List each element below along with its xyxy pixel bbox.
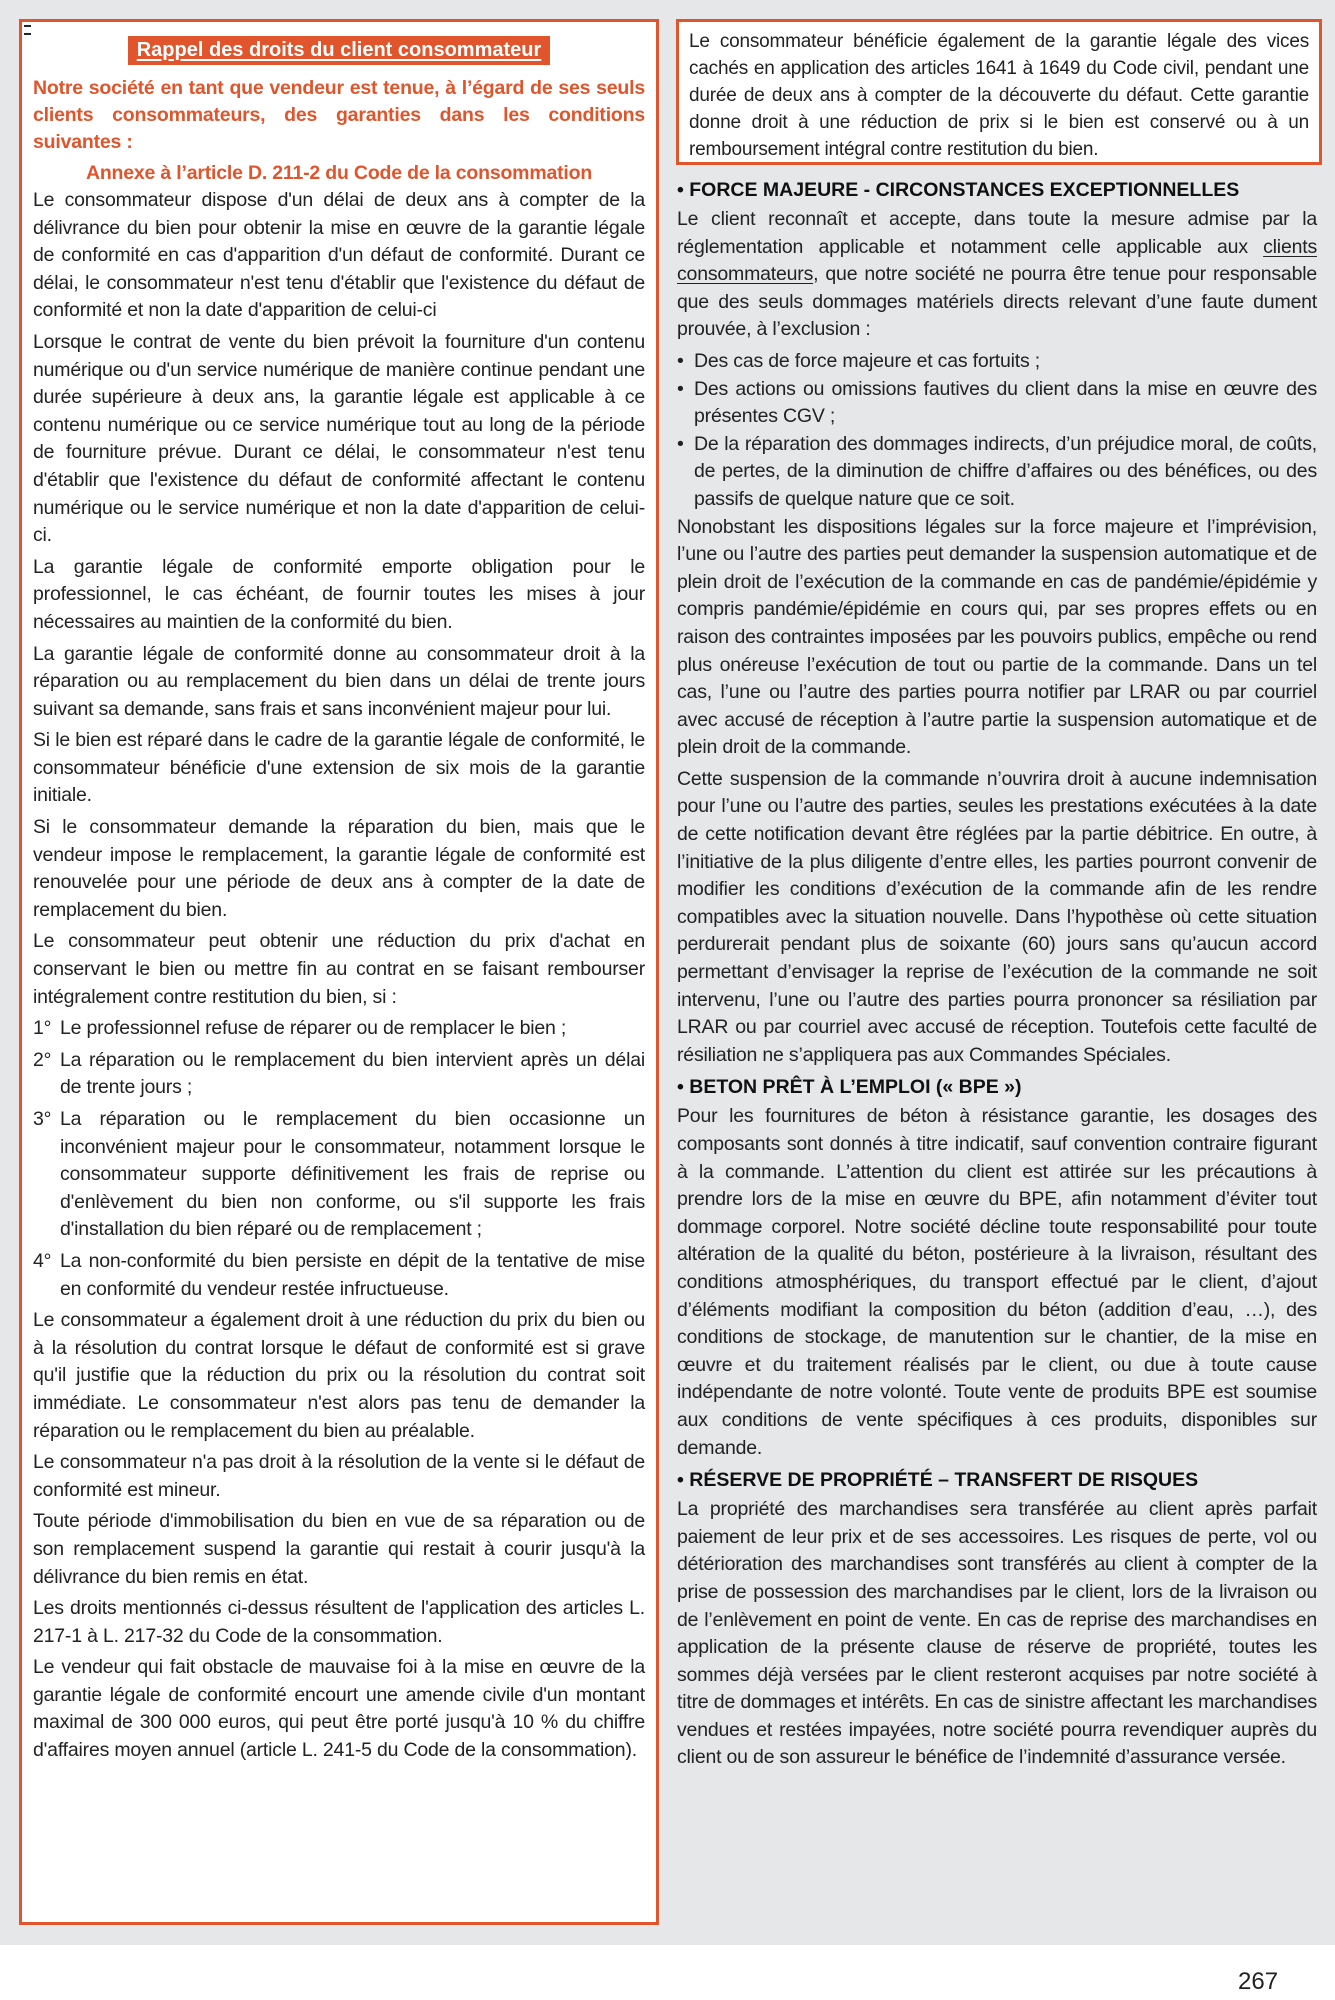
reserve-heading: • RÉSERVE DE PROPRIÉTÉ – TRANSFERT DE RISQUES [677, 1469, 1199, 1492]
paragraph: Les droits mentionnés ci-dessus résultent de l'application des articles L. 217-1 à L. 217-32 du Code de la consommation. [33, 1597, 645, 1647]
paragraph: Le consommateur a également droit à une réduction du prix du bien ou à la résolution du contrat lorsque le défaut de conformité est si grave qu'il justifie que la réduction du prix ou la résolution du contrat soit immédiate. Le consommateur n'est alors pas tenu de demander la réparation ou le remplacement du bien au préalable. [33, 1309, 645, 1442]
paragraph: Cette suspension de la commande n’ouvrira droit à aucune indemnisation pour l’une ou l’autre des parties, seules les prestations exécutées à la date de cette notification devant être réglées par la partie débitrice. En outre, à l’initiative de la plus diligente d’entre elles, les parties pourront convenir de modifier les conditions d’exécution de la commande afin de les rendre compatibles avec la situation nouvelle. Dans l’hypothèse où cette situation perdurerait pendant plus de soixante (60) jours sans qu’aucun accord permettant d’envisager la reprise de l’exécution de la commande ne soit intervenu, l’une ou l’autre des parties pourra prononcer sa résiliation par LRAR ou par courriel avec accusé de réception. Toutefois cette faculté de résiliation ne s’appliquera pas aux Commandes Spéciales. [677, 767, 1317, 1066]
force-majeure-heading: • FORCE MAJEURE - CIRCONSTANCES EXCEPTIONNELLES [677, 179, 1240, 201]
item-text: La non-conformité du bien persiste en dépit de la tentative de mise en conformité du vendeur restée infructueuse. [60, 1249, 645, 1300]
numbered-item [33, 1015, 645, 1043]
numbered-item [33, 1106, 645, 1244]
bullet-text: Des actions ou omissions fautives du client dans la mise en œuvre des présentes CGV ; [694, 377, 1317, 428]
bullet-item [677, 431, 1317, 514]
item-text: La réparation ou le remplacement du bien occasionne un inconvénient majeur pour le consommateur, notamment lorsque le consommateur supporte définitivement les frais de reprise ou d'enlèvement du bien non conforme, ou s'il supporte les frais d'installation du bien réparé ou de remplacement ; [60, 1108, 645, 1241]
bullet-icon: • [677, 377, 684, 400]
bullet-text: Des cas de force majeure et cas fortuits ; [694, 349, 1040, 372]
paragraph: Le vendeur qui fait obstacle de mauvaise foi à la mise en œuvre de la garantie légale de conformité encourt une amende civile d'un montant maximal de 300 000 euros, qui peut être porté jusqu'à 10 % du chiffre d'affaires moyen annuel (article L. 241-5 du Code de la consommation). [33, 1656, 645, 1762]
paragraph: Nonobstant les dispositions légales sur la force majeure et l’imprévision, l’une ou l’autre des parties peut demander la suspension automatique et de plein droit de l’exécution de la commande en cas de pandémie/épidémie y compris pandémie/épidémie en cours qui, par ses propres effets ou en raison des contraintes imposées par les pouvoirs publics, empêche ou rend plus onéreuse l’exécution de tout ou partie de la commande. Dans un tel cas, l’une ou l’autre des parties pourra notifier par LRAR ou par courriel avec accusé de réception à l’autre partie la suspension automatique et de plein droit de la commande. [677, 515, 1317, 759]
numbered-item [33, 1248, 645, 1303]
consumer-rights-box [19, 19, 659, 1925]
item-text: La réparation ou le remplacement du bien intervient après un délai de trente jours ; [60, 1048, 645, 1099]
item-text: Le professionnel refuse de réparer ou de remplacer le bien ; [60, 1017, 567, 1040]
bullet-item [677, 348, 1317, 376]
menu-marker-icon [24, 25, 31, 35]
paragraph: La propriété des marchandises sera transférée au client après parfait paiement de leur prix et de ses accessoires. Les risques de perte, vol ou détérioration des marchandises sont transférés au client à compter de la prise de possession des marchandises par le client, lors de la livraison ou de l’enlèvement en point de vente. En cas de reprise des marchandises en application de la présente clause de réserve de propriété, toutes les sommes déjà versées par le client resteront acquises par notre société à titre de dommages et intérêts. En cas de sinistre affectant les marchandises vendues et restées impayées, notre société pourra revendiquer auprès du client ou de son assureur le bénéfice de l’indemnité d’assurance versée. [677, 1498, 1317, 1769]
paragraph: La garantie légale de conformité donne au consommateur droit à la réparation ou au remplacement du bien dans un délai de trente jours suivant sa demande, sans frais et sans inconvénient majeur pour lui. [33, 642, 645, 720]
intro-text: Notre société en tant que vendeur est tenue, à l’égard de ses seuls clients consommateurs, des garanties dans les conditions suivantes : [33, 77, 645, 153]
text-span: Le client reconnaît et accepte, dans toute la mesure admise par la réglementation applicable et notamment celle applicable aux [677, 208, 1317, 258]
item-number: 1° [33, 1017, 52, 1040]
bullet-text: De la réparation des dommages indirects, d’un préjudice moral, de coûts, de pertes, de la diminution de chiffre d’affaires ou des bénéfices, ou des passifs de quelque nature que ce soit. [694, 432, 1317, 510]
paragraph: Le consommateur dispose d'un délai de deux ans à compter de la délivrance du bien pour obtenir la mise en œuvre de la garantie légale de conformité en cas d'apparition d'un défaut de conformité. Durant ce délai, le consommateur n'est tenu d'établir que l'existence du défaut de conformité et non la date d'apparition de celui-ci [33, 189, 645, 322]
hidden-defects-text: Le consommateur bénéficie également de la garantie légale des vices cachés en application des articles 1641 à 1649 du Code civil, pendant une durée de deux ans à compter de la découverte du défaut. Cette garantie donne droit à une réduction de prix si le bien est conservé ou à un remboursement intégral contre restitution du bien. [689, 31, 1309, 160]
bpe-heading: • BETON PRÊT À L’EMPLOI (« BPE ») [677, 1076, 1022, 1099]
annexe-heading: Annexe à l’article D. 211-2 du Code de la consommation [85, 162, 593, 184]
paragraph: Le consommateur peut obtenir une réduction du prix d'achat en conservant le bien ou mettre fin au contrat en se faisant rembourser intégralement contre restitution du bien, si : [33, 930, 645, 1008]
paragraph: Lorsque le contrat de vente du bien prévoit la fourniture d'un contenu numérique ou d'un service numérique de manière continue pendant une durée supérieure à deux ans, la garantie légale est applicable à ce contenu numérique ou ce service numérique tout au long de la période de fourniture prévue. Durant ce délai, le consommateur n'est tenu d'établir que l'existence du défaut de conformité affectant le contenu numérique ou le service numérique et non la date d'apparition de celui-ci. [33, 330, 645, 547]
numbered-item [33, 1047, 645, 1102]
bullet-icon: • [677, 349, 684, 372]
bullet-item [677, 376, 1317, 431]
hidden-defects-box [676, 19, 1322, 165]
paragraph: Pour les fournitures de béton à résistance garantie, les dosages des composants sont donnés à titre indicatif, sauf convention contraire figurant à la commande. L’attention du client est attirée sur les précautions à prendre lors de la mise en œuvre du BPE, afin notamment d’éviter tout dommage corporel. Notre société décline toute responsabilité pour toute altération de la qualité du béton, postérieure à la livraison, résultant des conditions atmosphériques, du transport effectué par le client, d’ajout d’éléments modifiant la composition du béton (addition d’eau, …), des conditions de stockage, de manutention sur le chantier, de la mise en œuvre et du traitement réalisés par le client, ou due à toute cause indépendante de notre volonté. Toute vente de produits BPE est soumise aux conditions de vente spécifiques à ces produits, disponibles sur demande. [677, 1105, 1317, 1459]
item-number: 4° [33, 1249, 52, 1272]
item-number: 3° [33, 1108, 52, 1130]
text-span: , que notre société ne pourra être tenue pour responsable que des seuls dommages matériels directs relevant d’une faute dument prouvée, à l’exclusion : [677, 263, 1317, 341]
paragraph: Toute période d'immobilisation du bien en vue de sa réparation ou de son remplacement suspend la garantie qui restait à courir jusqu'à la délivrance du bien remis en état. [33, 1510, 645, 1588]
paragraph [677, 206, 1317, 344]
bullet-icon: • [677, 432, 684, 455]
paragraph: Si le bien est réparé dans le cadre de la garantie légale de conformité, le consommateur bénéficie d'une extension de six mois de la garantie initiale. [33, 729, 645, 807]
item-number: 2° [33, 1048, 52, 1071]
paragraph: Le consommateur n'a pas droit à la résolution de la vente si le défaut de conformité est mineur. [33, 1451, 645, 1501]
paragraph: La garantie légale de conformité emporte obligation pour le professionnel, le cas échéant, de fournir toutes les mises à jour nécessaires au maintien de la conformité du bien. [33, 555, 645, 633]
box-title: Rappel des droits du client consommateur [128, 36, 551, 65]
right-column [677, 176, 1317, 1776]
page-number: 267 [1238, 1968, 1279, 1995]
underlined-text: clients consommateurs [677, 235, 1317, 286]
paragraph: Si le consommateur demande la réparation du bien, mais que le vendeur impose le remplacement, la garantie légale de conformité est renouvelée pour une période de deux ans à compter de la date de remplacement du bien. [33, 816, 645, 921]
